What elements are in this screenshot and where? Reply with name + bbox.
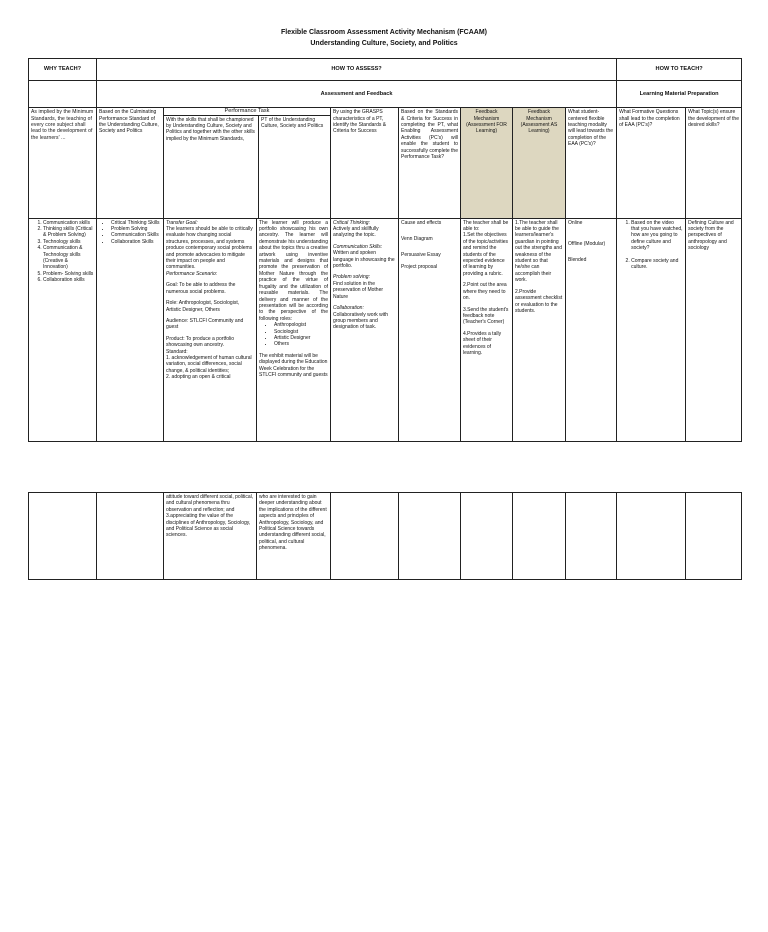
transfer-goal: The learners should be able to critically evaluate how changing social structures, processes, and systems produce contemporary social problems and promote advocacies to mitigate their impact on people and communities. xyxy=(166,226,253,271)
list-item: • Anthropologist xyxy=(274,322,328,328)
activities-cell xyxy=(399,218,461,441)
feedback-for-intro: The teacher shall be able to: xyxy=(463,219,509,233)
performance-task-label: Performance Task xyxy=(164,108,330,115)
criteria-ps-label: Problem solving: xyxy=(333,274,370,281)
eac-prompt: Based on the Standards & Criteria for Success in completing the PT, what Enabling Assessment Activities (PC's) will enable the student to successfully complete the Performance Task? xyxy=(399,108,461,218)
list-item: • Critical Thinking Skills xyxy=(111,220,161,226)
list-item: 2. Compare society and culture. xyxy=(631,258,683,271)
feedback-for-4: 4.Provides a tally sheet of their evidences of learning. xyxy=(463,330,502,356)
scenario-standard: Standard: xyxy=(166,348,188,355)
why-prompt: As implied by the Minimum Standards, the teaching of every core subject shall lead to the development of the learners' ... xyxy=(29,108,97,218)
feedback-as-prompt: Feedback Mechanism (Assessment AS Learning) xyxy=(513,108,566,218)
standard-1: 1. acknowledgement of human cultural variation, social differences, social change, & political identities; xyxy=(166,354,252,374)
modalities-cell xyxy=(566,218,617,441)
criteria-ct-label: Critical Thinking: xyxy=(333,219,370,226)
list-item: • Communication Skills xyxy=(111,232,161,238)
feedback-for-2: 2.Point out the area where they need to on. xyxy=(463,282,507,302)
why-teach-header: WHY TEACH? xyxy=(29,59,97,81)
list-item: Blended xyxy=(568,257,587,264)
feedback-for-1: 1.Set the objectives of the topic/activities and remind the students of the expected evidence of learning by providing a rubric. xyxy=(463,232,509,277)
list-item: 1. Communication skills xyxy=(43,220,94,226)
pt-exhibit-start: The exhibit material will be displayed during the Education Week Celebration for the STLCFI community and guests xyxy=(259,352,328,378)
list-item: 6. Collaboration skills xyxy=(43,277,94,283)
feedback-for-prompt: Feedback Mechanism (Assessment FOR Learning) xyxy=(461,108,513,218)
pt-intro: The learner will produce a portfolio showcasing his own ancestry. The learner will demonstrate his understanding about the topics thru a creative artwork using inventive materials and designs that promote the preservation of Mother Nature through the practice of the virtue of frugality and the utilization of reusable materials. The delivery and manner of the presentation will be according to the perspective of the following roles: xyxy=(259,219,328,322)
scenario-role: Role: Anthropologist, Sociologist, Artistic Designer, Others xyxy=(166,300,240,313)
list-item: • Artistic Designer xyxy=(274,335,328,341)
transfer-goal-label: Transfer Goal: xyxy=(166,219,198,226)
standard-2-end: attitude toward different social, political, and cultural phenomena thru observation and reflection; and xyxy=(166,494,254,513)
scenario-goal: Goal: To be able to address the numerous social problems. xyxy=(166,282,236,295)
feedback-for-cell xyxy=(461,218,513,441)
feedback-as-2: 2.Provide assessment checklist or evaluation to the students. xyxy=(515,288,563,314)
criteria-cell xyxy=(331,218,399,441)
list-item: Venn Diagram xyxy=(401,236,433,243)
pt-prompt-a: With the skills that shall be championed by Understanding Culture, Society and Politics and together with the other skills implied by the Minimum Standards, xyxy=(164,116,259,218)
list-item: 3. Technology skills xyxy=(43,239,94,245)
criteria-cs: Written and spoken language in showcasing the portfolio. xyxy=(333,250,395,270)
document-title: Flexible Classroom Assessment Activity Mechanism (FCAAM) xyxy=(280,29,488,36)
transfer-goal-cell xyxy=(164,218,257,441)
list-item: Online xyxy=(568,219,583,226)
standard-3: 3.appreciating the value of the disciplines of Anthropology, Sociology, and Political Science as social sciences. xyxy=(166,513,251,539)
scenario-audience: Audience: STLCFI Community and guest xyxy=(166,317,244,331)
criteria-ct: Actively and skillfully analyzing the topic. xyxy=(333,226,379,239)
questions-cell xyxy=(617,218,686,441)
formative-prompt: What Formative Questions shall lead to the completion of EAA (PC's)? xyxy=(617,108,686,218)
pt-prompt-b: PT of the Understanding Culture, Society and Politics xyxy=(261,116,324,130)
criteria-ps: Find solution in the preservation of Mother Nature xyxy=(333,280,384,300)
feedback-for-3: 3.Send the student's feedback note (Teacher's Corner) xyxy=(463,306,509,326)
grasps-prompt: By using the GRASPS characteristics of a PT, identify the Standards & Criteria for Success xyxy=(331,108,399,218)
list-item: Cause and effects xyxy=(401,219,442,226)
fcaam-table xyxy=(28,58,742,442)
list-item: • Problem Solving xyxy=(111,226,161,232)
criteria-col: Collaboratively work with group members and designation of task. xyxy=(333,311,389,331)
list-item: Persuasive Essay xyxy=(401,252,441,259)
how-to-teach-header: HOW TO TEACH? xyxy=(617,59,742,81)
performance-task-prompt xyxy=(164,108,331,218)
minimum-standards-cell xyxy=(29,218,97,441)
list-item: • Others xyxy=(274,341,328,347)
criteria-col-label: Collaboration: xyxy=(333,305,364,312)
scenario-product: Product: To produce a portfolio showcasing own ancestry. xyxy=(166,335,235,349)
list-item: 1. Based on the video that you have watched, how are you going to define culture and society? xyxy=(631,220,683,252)
list-item: • Collaboration Skills xyxy=(111,239,161,245)
list-item: 5. Problem- Solving skills xyxy=(43,271,94,277)
pt-description-continued-cell: who are interested to gain deeper understanding about the implications of the different aspects and principles of Anthropology, Sociology, and Political Science towards understanding different social, political, and cultural phenomena. xyxy=(257,493,331,580)
modality-prompt: What student-centered flexible teaching modality will lead towards the completion of the EAA (PC's)? xyxy=(566,108,617,218)
standard-2-start: 2. adopting an open & critical xyxy=(166,374,231,381)
topics-prompt: What Topic(s) ensure the development of the desired skills? xyxy=(686,108,742,218)
criteria-cs-label: Communication Skills: xyxy=(333,243,383,250)
assessment-feedback-header: Assessment and Feedback xyxy=(97,81,617,108)
list-item: 4. Communication & Technology skills (Creative & Innovation) xyxy=(43,245,94,271)
cps-prompt: Based on the Culminating Performance Standard of the Understanding Culture, Society and Politics xyxy=(97,108,164,218)
list-item: Offline (Modular) xyxy=(568,241,606,248)
feedback-as-cell xyxy=(513,218,566,441)
transfer-goal-continued-cell xyxy=(164,493,257,580)
pt-description-cell xyxy=(257,218,331,441)
cps-skills-cell xyxy=(97,218,164,441)
feedback-as-1: 1.The teacher shall be able to guide the learners/learner's guardian in pointing out the strengths and weakness of the student so that he/she can accomplish their work. xyxy=(515,219,562,284)
learning-material-header: Learning Material Preparation xyxy=(617,81,742,108)
fcaam-table-continued xyxy=(28,492,742,580)
list-item: Project proposal xyxy=(401,263,438,270)
how-to-assess-header: HOW TO ASSESS? xyxy=(97,59,617,81)
topic-cell: Defining Culture and society from the perspectives of anthropology and sociology xyxy=(686,218,742,441)
scenario-label: Performance Scenario: xyxy=(166,270,218,277)
list-item: 2. Thinking skills (Critical & Problem Solving) xyxy=(43,226,94,239)
list-item: • Sociologist xyxy=(274,329,328,335)
document-subtitle: Understanding Culture, Society, and Politics xyxy=(310,40,458,47)
